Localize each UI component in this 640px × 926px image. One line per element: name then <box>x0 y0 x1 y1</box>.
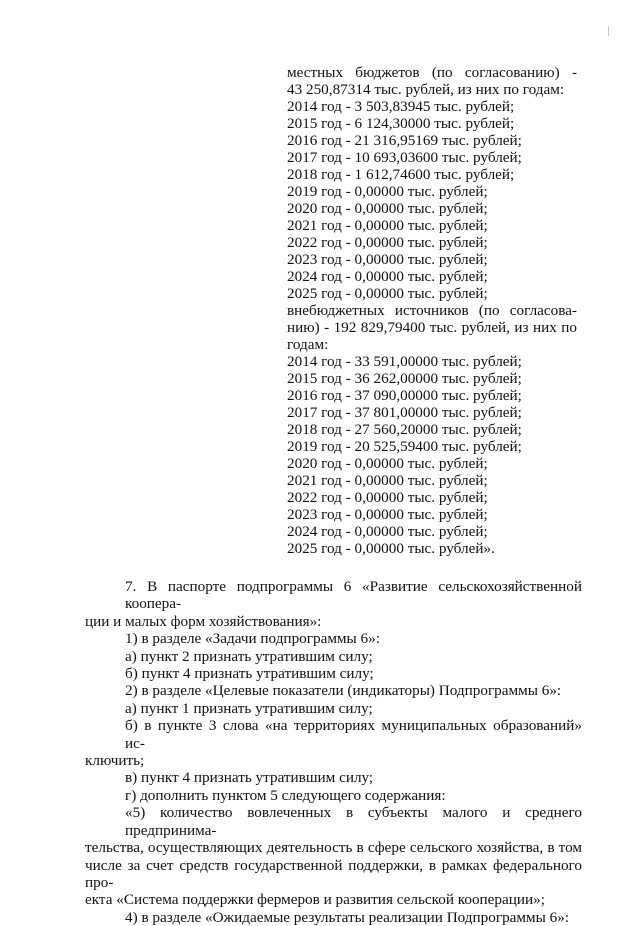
extra-year-line: 2023 год - 0,00000 тыс. рублей; <box>287 506 488 523</box>
item-1a: а) пункт 2 признать утратившим силу; <box>125 647 373 665</box>
extrabudget-total: нию) - 192 829,79400 тыс. рублей, из них по <box>287 319 577 336</box>
item-4: 4) в разделе «Ожидаемые результаты реализации Подпрограммы 6»: <box>125 908 570 926</box>
extra-year-line: 2015 год - 36 262,00000 тыс. рублей; <box>287 370 522 387</box>
local-budget-total: 43 250,87314 тыс. рублей, из них по годам: <box>287 81 565 98</box>
item-2d: г) дополнить пунктом 5 следующего содержания: <box>125 786 446 804</box>
local-year-line: 2020 год - 0,00000 тыс. рублей; <box>287 200 488 217</box>
quoted-item-5-cont: тельства, осуществляющих деятельность в сфере сельского хозяйства, в том <box>85 839 582 857</box>
extra-year-line: 2024 год - 0,00000 тыс. рублей; <box>287 523 488 540</box>
extra-year-line: 2014 год - 33 591,00000 тыс. рублей; <box>287 353 522 370</box>
item-2c: в) пункт 4 признать утратившим силу; <box>125 769 374 787</box>
item-2b-cont: ключить; <box>85 752 145 770</box>
item-2: 2) в разделе «Целевые показатели (индикаторы) Подпрограммы 6»: <box>125 682 562 700</box>
local-year-line: 2015 год - 6 124,30000 тыс. рублей; <box>287 115 515 132</box>
local-budget-intro: местных бюджетов (по согласованию) - <box>287 64 577 81</box>
extra-year-line: 2017 год - 37 801,00000 тыс. рублей; <box>287 404 522 421</box>
extra-year-line: 2025 год - 0,00000 тыс. рублей». <box>287 540 495 557</box>
local-year-line: 2024 год - 0,00000 тыс. рублей; <box>287 268 488 285</box>
item-2a: а) пункт 1 признать утратившим силу; <box>125 699 373 717</box>
local-year-line: 2019 год - 0,00000 тыс. рублей; <box>287 183 488 200</box>
local-year-line: 2023 год - 0,00000 тыс. рублей; <box>287 251 488 268</box>
local-year-line: 2021 год - 0,00000 тыс. рублей; <box>287 217 488 234</box>
extra-year-line: 2016 год - 37 090,00000 тыс. рублей; <box>287 387 522 404</box>
local-year-line: 2016 год - 21 316,95169 тыс. рублей; <box>287 132 522 149</box>
extrabudget-intro: внебюджетных источников (по согласова- <box>287 302 577 319</box>
scan-mark <box>608 26 609 36</box>
quoted-item-5-cont: числе за счет средств государственной поддержки, в рамках федерального про- <box>85 856 582 891</box>
section-7-heading-cont: ции и малых форм хозяйствования»: <box>85 612 322 630</box>
budget-column <box>287 64 577 557</box>
extra-year-line: 2021 год - 0,00000 тыс. рублей; <box>287 472 488 489</box>
local-year-line: 2014 год - 3 503,83945 тыс. рублей; <box>287 98 515 115</box>
amendment-text <box>85 578 582 926</box>
extrabudget-years-label: годам: <box>287 336 329 353</box>
extra-year-line: 2020 год - 0,00000 тыс. рублей; <box>287 455 488 472</box>
extra-year-line: 2018 год - 27 560,20000 тыс. рублей; <box>287 421 522 438</box>
local-year-line: 2022 год - 0,00000 тыс. рублей; <box>287 234 488 251</box>
quoted-item-5-end: екта «Система поддержки фермеров и развития сельской кооперации»; <box>85 891 545 909</box>
local-year-line: 2025 год - 0,00000 тыс. рублей; <box>287 285 488 302</box>
item-2b: б) в пункте 3 слова «на территориях муниципальных образований» ис- <box>125 717 582 752</box>
local-year-line: 2018 год - 1 612,74600 тыс. рублей; <box>287 166 515 183</box>
quoted-item-5: «5) количество вовлеченных в субъекты малого и среднего предпринима- <box>125 804 582 839</box>
item-1b: б) пункт 4 признать утратившим силу; <box>125 665 374 683</box>
local-year-line: 2017 год - 10 693,03600 тыс. рублей; <box>287 149 522 166</box>
section-7-heading: 7. В паспорте подпрограммы 6 «Развитие сельскохозяйственной коопера- <box>125 578 582 613</box>
extra-year-line: 2022 год - 0,00000 тыс. рублей; <box>287 489 488 506</box>
item-1: 1) в разделе «Задачи подпрограммы 6»: <box>125 630 380 648</box>
extra-year-line: 2019 год - 20 525,59400 тыс. рублей; <box>287 438 522 455</box>
